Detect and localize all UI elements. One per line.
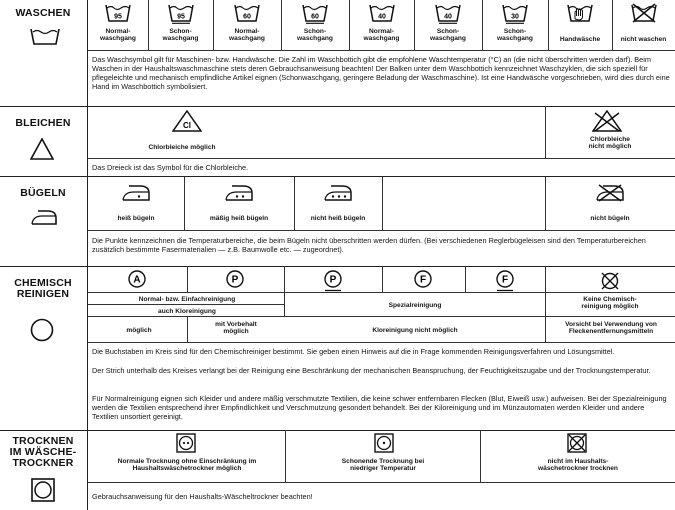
wash-tub-icon	[501, 2, 529, 24]
wash-label: Handwäsche	[559, 36, 601, 43]
drying-description: Gebrauchsanweisung für den Haushalts-Wäscheltrockner beachten!	[92, 492, 313, 501]
svg-text:40: 40	[444, 13, 452, 21]
svg-text:60: 60	[243, 13, 251, 21]
triangle-icon	[30, 138, 54, 160]
bleach-not-possible-label: Chlorbleiche nicht möglich	[588, 136, 632, 151]
wash-label: Schon- waschgang	[297, 28, 333, 43]
do-not-wash-icon	[630, 2, 658, 24]
wash-label: Normal- waschgang	[229, 28, 265, 43]
chlorine-cleaning-label: auch Kloreinigung	[158, 308, 216, 315]
tumble-dry-normal-icon	[176, 433, 196, 453]
drycleaning-p-icon	[225, 270, 245, 292]
wash-tub-icon	[104, 2, 132, 24]
iron-medium-icon	[224, 183, 254, 203]
dryer-square-icon	[31, 478, 55, 502]
wash-tub-icon	[301, 2, 329, 24]
no-tumble-dry-label: nicht im Haushalts- wäschetrockner trocknen	[538, 458, 618, 473]
iron-label: mäßig heiß bügeln	[209, 215, 269, 222]
circle-icon	[30, 318, 54, 342]
drying-title: TROCKNEN IM WÄSCHE- TROCKNER	[9, 435, 77, 469]
wash-tub-icon	[167, 2, 195, 24]
iron-hot-icon	[121, 183, 151, 203]
no-iron-icon	[595, 183, 625, 203]
wash-label: nicht waschen	[620, 36, 667, 43]
possible-label: möglich	[126, 327, 152, 334]
wash-tub-icon	[30, 26, 60, 46]
drycleaning-f-icon	[495, 270, 515, 292]
hand-wash-icon	[566, 2, 594, 24]
chlorine-bleach-icon	[172, 110, 202, 132]
svg-text:95: 95	[176, 13, 185, 21]
drycleaning-p-icon	[323, 270, 343, 292]
drycleaning-f-icon	[413, 270, 433, 292]
bleaching-description: Das Dreieck ist das Symbol für die Chlorbleiche.	[92, 163, 249, 172]
wash-label: Normal- waschgang	[100, 28, 136, 43]
svg-text:P: P	[329, 274, 337, 286]
normal-cleaning-label: Normal- bzw. Einfachreinigung	[138, 296, 236, 303]
bleach-possible-label: Chlorbleiche möglich	[148, 144, 216, 151]
wash-label: Normal- waschgang	[363, 28, 400, 43]
ironing-description: Die Punkte kennzeichnen die Temperaturbereiche, die beim Bügeln nicht überschritten werden dürfen. (Bei verschiedenen Reglerbügeleisen sind den Temperaturbereichen zusätzlich bestimmte Fasermaterialien — z.B. Baumwolle etc. — zugeordnet).	[92, 236, 646, 254]
svg-text:40: 40	[377, 13, 386, 21]
wash-label: Schon- waschgang	[497, 28, 533, 43]
tumble-dry-normal-label: Normale Trocknung ohne Einschränkung im Haushaltswäschetrockner möglich	[117, 458, 257, 473]
no-bleach-icon	[592, 110, 622, 132]
wash-label: Schon- waschgang	[162, 28, 199, 43]
wash-tub-icon	[434, 2, 462, 24]
no-tumble-dry-icon	[567, 433, 587, 453]
svg-text:60: 60	[311, 13, 319, 21]
tumble-dry-low-icon	[374, 433, 394, 453]
ironing-title: BÜGELN	[20, 187, 66, 199]
washing-title: WASCHEN	[15, 7, 71, 19]
washing-description: Das Waschsymbol gilt für Maschinen- bzw. Handwäsche. Die Zahl im Waschbottich gibt die empfohlene Waschtemperatur (°C) an (die nicht überschritten werden darf). Beim Waschen in der Haushaltswaschmaschine stets deren Gebrauchsanweisung beachten! Der Balken unter dem Waschbottich kennzeichnet Waschzyklen, die sich speziell für pflegeleichte und mechanisch empfindliche Artikel eignen (Schonwaschgang, geringere Beladung der Waschmaschine). Ist eine Handwäsche vorgeschrieben, wird dies durch eine Hand im Waschbottich symbolisiert.	[92, 55, 670, 91]
no-drycleaning-label: Keine Chemisch- reinigung möglich	[581, 296, 639, 311]
special-cleaning-label: Spezialreinigung	[388, 302, 442, 309]
no-drycleaning-icon	[600, 271, 620, 291]
reservation-possible-label: mit Vorbehalt möglich	[215, 321, 257, 336]
svg-text:95: 95	[114, 13, 122, 21]
drycleaning-description-1: Die Buchstaben im Kreis sind für den Chemischreiniger bestimmt. Sie geben einen Hinweis auf die in Frage kommenden Reinigungsverfahren und Lösungsmittel.	[92, 347, 615, 356]
drycleaning-title: CHEMISCH REINIGEN	[14, 277, 72, 300]
wash-label: Schon- waschgang	[430, 28, 466, 43]
iron-label: nicht bügeln	[590, 215, 630, 222]
drycleaning-description-3: Für Normalreinigung eignen sich Kleider und andere mäßig verschmutzte Textilien, die keine schwer entfernbaren Flecken (Blut, Eiweiß usw.) aufweisen. Bei der Spezialreinigung werden die Textilien entsprechend ihrer Empfindlichkeit und Verschmutzung gesondert behandelt. Bei der Kiloreinigung und im Münzautomaten werden Kleider und andere Textilien unsortiert gereinigt.	[92, 394, 667, 421]
iron-label: heiß bügeln	[117, 215, 155, 222]
svg-text:30: 30	[511, 13, 519, 21]
wash-tub-icon	[368, 2, 396, 24]
bleaching-title: BLEICHEN	[15, 117, 71, 129]
iron-label: nicht heiß bügeln	[310, 215, 366, 222]
iron-icon	[30, 208, 58, 226]
drycleaning-description-2: Der Strich unterhalb des Kreises verlangt bei der Reinigung eine Beschränkung der mechanischen Beanspruchung, der Feuchtigkeitszugabe und der Trocknungstemperatur.	[92, 366, 651, 375]
no-chlorine-cleaning-label: Kloreinigung nicht möglich	[372, 327, 458, 334]
caution-stain-remover-label: Vorsicht bei Verwendung von Fleckenentfernungsmitteln	[565, 321, 657, 336]
svg-text:F: F	[419, 274, 427, 286]
wash-tub-icon	[233, 2, 261, 24]
tumble-dry-low-label: Schonende Trocknung bei niedriger Temperatur	[341, 458, 425, 473]
svg-text:F: F	[501, 274, 509, 286]
drycleaning-a-icon	[127, 270, 147, 292]
svg-text:A: A	[133, 274, 141, 286]
iron-low-icon	[323, 183, 353, 203]
svg-text:Cl: Cl	[183, 121, 191, 130]
svg-text:P: P	[231, 274, 239, 286]
